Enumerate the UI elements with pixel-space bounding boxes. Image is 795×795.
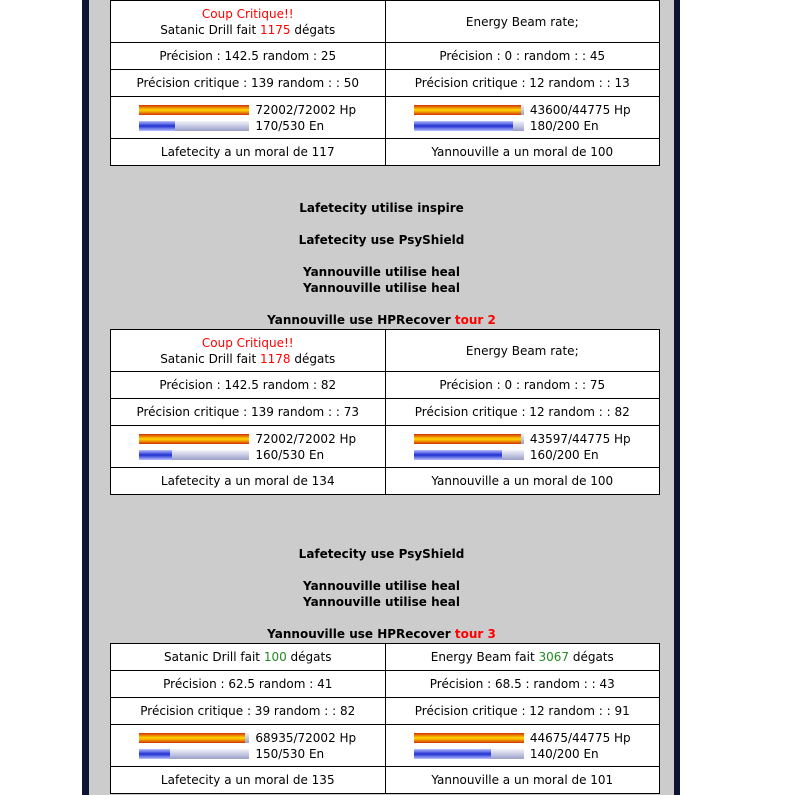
attack-text: Energy Beam rate; (465, 343, 579, 358)
attack-text: Energy Beam rate; (465, 14, 579, 29)
damage-suffix: dégats (290, 351, 336, 366)
hp-bar (414, 733, 524, 743)
battle-message: Lafetecity utilise inspire (299, 201, 464, 215)
hp-bar (414, 434, 524, 444)
hp-text: 43597/44775 Hp (529, 431, 631, 446)
battle-message: Yannouville utilise heal (302, 265, 460, 279)
left-crit-precision: Précision critique : 139 random : : 73 (111, 399, 386, 426)
damage-value: 100 (263, 650, 287, 664)
right-moral: Yannouville a un moral de 101 (385, 767, 660, 794)
damage-value: 3067 (538, 650, 570, 664)
energy-bar (139, 450, 249, 460)
turn-label: tour 2 (454, 313, 496, 327)
turn-label: tour 3 (454, 627, 496, 641)
hp-text: 72002/72002 Hp (255, 431, 357, 446)
hp-bar (414, 105, 524, 115)
energy-text: 150/530 En (255, 746, 325, 761)
critical-hit-label: Coup Critique!! (201, 335, 294, 350)
attack-text: Satanic Drill fait (160, 351, 260, 366)
round-table-2 (110, 329, 660, 495)
left-crit-precision: Précision critique : 39 random : : 82 (111, 698, 386, 725)
right-moral: Yannouville a un moral de 100 (385, 139, 660, 166)
round-table-3 (110, 643, 660, 794)
damage-value: 1175 (260, 22, 291, 37)
battle-message (89, 312, 674, 328)
hp-bar (139, 733, 249, 743)
right-moral: Yannouville a un moral de 100 (385, 468, 660, 495)
energy-text: 140/200 En (529, 746, 599, 761)
hp-text: 44675/44775 Hp (529, 730, 631, 745)
attack-text: Satanic Drill fait (164, 650, 264, 664)
damage-suffix: dégats (290, 22, 336, 37)
left-crit-precision: Précision critique : 139 random : : 50 (111, 70, 386, 97)
hp-text: 72002/72002 Hp (255, 102, 357, 117)
energy-text: 160/530 En (255, 447, 325, 462)
right-attack-cell (385, 330, 660, 372)
right-attack-cell (385, 644, 660, 671)
energy-text: 160/200 En (529, 447, 599, 462)
energy-bar (414, 749, 524, 759)
hp-bar (139, 434, 249, 444)
right-attack-cell (385, 1, 660, 43)
right-status-cell (385, 97, 660, 139)
left-attack-cell (111, 330, 386, 372)
battle-message: Yannouville utilise heal (302, 595, 460, 609)
attack-text: Satanic Drill fait (160, 22, 260, 37)
energy-text: 170/530 En (255, 118, 325, 133)
critical-hit-label: Coup Critique!! (201, 6, 294, 21)
battle-message: Lafetecity use PsyShield (298, 233, 465, 247)
energy-bar (139, 121, 249, 131)
left-status-cell (111, 725, 386, 767)
damage-suffix: dégats (286, 650, 332, 664)
right-status-cell (385, 725, 660, 767)
damage-value: 1178 (260, 351, 291, 366)
damage-suffix: dégats (569, 650, 614, 664)
hp-text: 43600/44775 Hp (529, 102, 631, 117)
right-precision: Précision : 68.5 : random : : 43 (385, 671, 660, 698)
energy-bar (139, 749, 249, 759)
left-precision: Précision : 142.5 random : 25 (111, 43, 386, 70)
battle-message: Yannouville utilise heal (302, 579, 460, 593)
battle-message: Lafetecity use PsyShield (298, 547, 465, 561)
left-moral: Lafetecity a un moral de 117 (111, 139, 386, 166)
round-table-1 (110, 0, 660, 166)
battle-message (89, 626, 674, 642)
energy-text: 180/200 En (529, 118, 599, 133)
message-text: Yannouville use HPRecover (267, 313, 451, 327)
hp-text: 68935/72002 Hp (255, 730, 357, 745)
attack-text: Energy Beam fait (430, 650, 539, 664)
energy-bar (414, 121, 524, 131)
left-status-cell (111, 97, 386, 139)
right-crit-precision: Précision critique : 12 random : : 82 (385, 399, 660, 426)
battle-message: Yannouville utilise heal (302, 281, 460, 295)
right-crit-precision: Précision critique : 12 random : : 13 (385, 70, 660, 97)
right-precision: Précision : 0 : random : : 45 (385, 43, 660, 70)
right-precision: Précision : 0 : random : : 75 (385, 372, 660, 399)
left-precision: Précision : 142.5 random : 82 (111, 372, 386, 399)
right-status-cell (385, 426, 660, 468)
left-moral: Lafetecity a un moral de 134 (111, 468, 386, 495)
left-attack-cell (111, 644, 386, 671)
message-text: Yannouville use HPRecover (267, 627, 451, 641)
right-crit-precision: Précision critique : 12 random : : 91 (385, 698, 660, 725)
left-attack-cell (111, 1, 386, 43)
left-moral: Lafetecity a un moral de 135 (111, 767, 386, 794)
hp-bar (139, 105, 249, 115)
left-status-cell (111, 426, 386, 468)
left-precision: Précision : 62.5 random : 41 (111, 671, 386, 698)
energy-bar (414, 450, 524, 460)
